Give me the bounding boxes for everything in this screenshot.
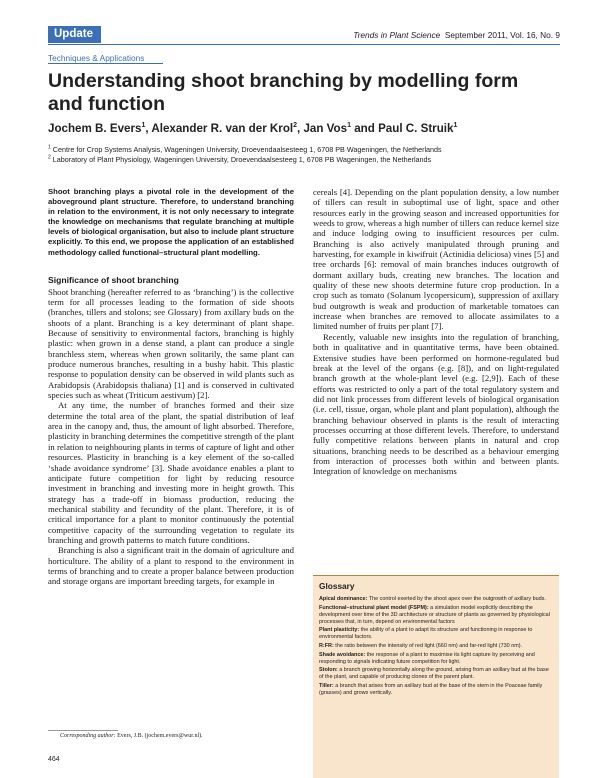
- author-sup: 1: [453, 122, 458, 130]
- header-rule: [48, 44, 560, 45]
- author-name: Jochem B. Evers: [48, 122, 142, 135]
- left-column: [48, 187, 294, 587]
- update-tag: Update: [48, 26, 101, 43]
- glossary-entry: Plant plasticity: the ability of a plant to adapt its structure and functioning in response to environmental factors.: [319, 627, 533, 641]
- author-name: Alexander R. van der Krol: [151, 122, 294, 135]
- abstract: Shoot branching plays a pivotal role in the development of the aboveground plant structure. Therefore, to understand branching in relation to the environment, it is not only necessary to integrate the knowledge on mechanisms that regulate branching at multiple levels of biological organisation, but also to include plant structure explicitly. To this end, we propose the application of an established methodology called functional–structural plant modelling.: [48, 187, 294, 257]
- author-sup: 1: [347, 122, 351, 130]
- section-rule: [48, 63, 163, 64]
- glossary-box: [313, 575, 559, 778]
- glossary-entry: R:FR: the ratio between the intensity of red light (660 nm) and far-red light (730 nm).: [319, 643, 523, 650]
- author-name: Jan Vos: [303, 122, 348, 135]
- body-paragraph: At any time, the number of branches formed and their size determine the total area of the plant, the spatial distribution of leaf area in the canopy and, thus, the amount of light absorbed. Therefore, plasticity in branching determines the competitive strength of the plant in relation to neighbouring plants in terms of capture of light and other resources. Plasticity in branching is a key element of the so-called ‘shade avoidance syndrome’ [3]. Shade avoidance enables a plant to anticipate future competition for light by reducing resource investment in branching and investing more in height growth. This strategy has a trade-off in biomass production, reducing the mechanical stability and fecundity of the plant. Therefore, it is of critical importance for a plant to monitor continuously the potential competitive capacity of the surrounding vegetation to regulate its branching and growth patterns to match future conditions.: [48, 400, 294, 545]
- right-column: [313, 187, 559, 477]
- page-number: 464: [48, 756, 60, 763]
- glossary-entry: Tiller: a branch that arises from an axillary bud at the base of the stem in the Poaceae family (grasses) and grows vertically.: [319, 683, 543, 697]
- author-sup: 2: [293, 122, 298, 130]
- glossary-entry: Functional–structural plant model (FSPM): a simulation model explicitly describing the development over time of the 3D architecture or structure of plants as governed by physiological processes that, in turn, depend on environmental factors: [319, 604, 550, 625]
- author-list: Jochem B. Evers$^1$, Alexander R. van der Krol$^2$, Jan Vos$^1$ and Paul C. Struik$^1$: [48, 122, 458, 135]
- section-heading: Significance of shoot branching: [48, 274, 179, 285]
- journal-name: Trends in Plant Science: [353, 30, 441, 40]
- footnote-rule: [48, 730, 118, 731]
- journal-citation: [353, 30, 560, 40]
- body-paragraph: Recently, valuable new insights into the regulation of branching, both in qualitative and in quantitative terms, have been obtained. Extensive studies have been performed on hormone-regulated bud break at the level of the organs (e.g. [8]), and on light-regulated branch growth at the whole-plant level (e.g. [2,9]). Each of these efforts was restricted to only a part of the total regulatory system and did not link processes from different levels of biological organisation (i.e. cell, tissue, organ, whole plant and plant population), although the branching behaviour observed in plants is the result of interacting processes occurring at those different levels. Therefore, to understand fully competitive relations between plants in natural and crop situations, branching needs to be described as a behaviour emerging from interaction of processes both within and between plants. Integration of knowledge on mechanisms: [313, 331, 559, 477]
- body-paragraph: Branching is also a significant trait in the domain of agriculture and horticulture. The ability of a plant to respond to the environment in terms of branching and to create a proper balance between production and storage organs are important breeding targets, for example in: [48, 545, 294, 587]
- affiliation: $^2$ Laboratory of Plant Physiology, Wageningen University, Droevendaalsesteeg 1, 6708 PB Wageningen, the Netherlands: [48, 154, 432, 164]
- author-name: Paul C. Struik: [378, 122, 454, 135]
- article-title: Understanding shoot branching by modelling form and function: [48, 70, 519, 115]
- affiliations: [48, 145, 568, 165]
- author-sup: 1: [141, 122, 146, 130]
- glossary-entry: Apical dominance: The control exerted by the shoot apex over the outgrowth of axillary buds.: [319, 596, 546, 602]
- corresponding-author-footnote: Corresponding author: Evers, J.B. (jochem.evers@wur.nl).: [60, 733, 203, 739]
- section-label: Techniques & Applications: [48, 53, 145, 63]
- affiliation: $^1$ Centre for Crop Systems Analysis, Wageningen University, Droevendaalsesteeg 1, 6708 PB Wageningen, the Netherlands: [48, 144, 442, 154]
- glossary-entry: Shade avoidance: the response of a plant to maximise its light capture by perceiving and responding to signals indicating future competition for light.: [319, 651, 535, 665]
- author-email-link[interactable]: (jochem.evers@wur.nl).: [144, 733, 203, 739]
- body-paragraph: cereals [4]. Depending on the plant population density, a low number of tillers can result in suboptimal use of light, space and other resources early in the growing season and increased opportunities for weeds to grow, whereas a high number of tillers can reduce kernel size and induce lodging owing to insufficient resources per culm. Branching is also actively manipulated through pruning and harvesting, for example in kiwifruit (Actinidia deliciosa) vines [5] and tree orchards [6]: removal of main branches induces outgrowth of dormant axillary buds, creating new branches. The location and quality of these new shoots determine future crop production. In a crop such as tomato (Solanum lycopersicum), suppression of axillary bud outgrowth is weak and production of marketable tomatoes can increase when branches are removed to allocate assimilates to a limited number of fruits per plant [7].: [313, 187, 559, 332]
- glossary-title: Glossary: [319, 581, 355, 591]
- glossary-entry: Stolon: a branch growing horizontally along the ground, arising from an axillary bud at the base of the plant, and capable of producing clones of the parent plant.: [319, 667, 549, 681]
- journal-issue: September 2011, Vol. 16, No. 9: [444, 30, 560, 40]
- body-paragraph: Shoot branching (hereafter referred to as ‘branching’) is the collective term for all processes leading to the formation of side shoots (branches, tillers and stolons; see Glossary) from axillary buds on the shoots of a plant. Branching is a key determinant of plant shape. Because of sensitivity to environmental factors, branching is highly plastic: when grown in a dense stand, a plant can produce a single branchless stem, whereas when grown solitarily, the same plant can produce numerous branches, resulting in a bushy habit. This plastic response to population density can be observed in wild plants such as Arabidopsis (Arabidopsis thaliana) [1] and is conserved in cultivated species such as wheat (Triticum aestivum) [2].: [48, 286, 294, 401]
